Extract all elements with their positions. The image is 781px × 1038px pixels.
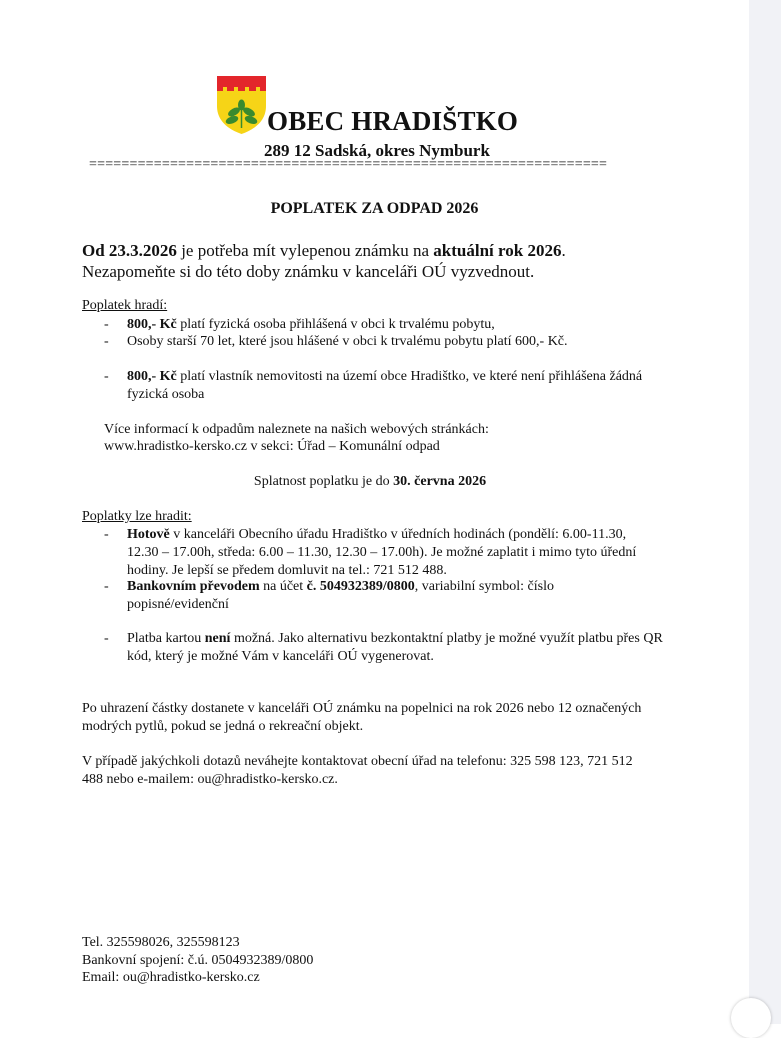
list-bullet: -	[104, 631, 109, 646]
due-date: 30. června 2026	[393, 474, 487, 489]
intro-paragraph	[82, 240, 566, 282]
method-item-bank-transfer: Bankovním převodem na účet č. 504932389/0800, variabilní symbol: číslo popisné/evidenční	[127, 579, 554, 612]
method-item-cash: Hotově v kanceláři Obecního úřadu Hradištko v úředních hodinách (pondělí: 6.00-11.30, 12.30 – 17.00h, středa: 6.00 – 11.30, 12.30 – 17.00h). Je možné zaplatit i mimo tyto úřední hodiny. Je lepší se předem domluvit na tel.: 721 512 488.	[127, 527, 637, 578]
intro-year: aktuální rok 2026	[433, 241, 562, 260]
method-item-card: Platba kartou není možná. Jako alternativu bezkontaktní platby je možné využít platbu přes QR kód, který je možné Vám v kanceláři OÚ vygenerovat.	[127, 631, 663, 664]
list-bullet: -	[104, 527, 109, 542]
list-bullet: -	[104, 317, 109, 332]
separator-line: ================================================================	[89, 158, 608, 172]
payer-item-property-owners: 800,- Kč platí vlastník nemovitosti na území obce Hradištko, ve které není přihlášena žádná fyzická osoba	[127, 369, 643, 402]
contact-note: V případě jakýchkoli dotazů neváhejte kontaktovat obecní úřad na telefonu: 325 598 123, 721 512 488 nebo e-mailem: ou@hradistko-kersko.cz.	[82, 754, 633, 787]
footer-tel: Tel. 325598026, 325598123	[82, 935, 240, 950]
sticker-note: Po uhrazení částky dostanete v kanceláři OÚ známku na popelnici na rok 2026 nebo 12 označených modrých pytlů, pokud se jedná o rekreační objekt.	[82, 701, 642, 734]
list-bullet: -	[104, 579, 109, 594]
viewer-scrollbar[interactable]	[749, 0, 781, 1024]
intro-line-1: Od 23.3.2026 je potřeba mít vylepenou známku na aktuální rok 2026.	[82, 241, 566, 260]
document-heading: POPLATEK ZA ODPAD 2026	[270, 200, 479, 217]
page-title: OBEC HRADIŠTKO	[267, 106, 519, 136]
due-date-line: Splatnost poplatku je do 30. června 2026	[253, 474, 487, 489]
payers-label: Poplatek hradí:	[82, 298, 168, 313]
list-bullet: -	[104, 369, 109, 384]
intro-line-2: Nezapomeňte si do této doby známku v kanceláři OÚ vyzvednout.	[82, 262, 535, 281]
list-bullet: -	[104, 334, 109, 349]
payer-item-seniors: Osoby starší 70 let, které jsou hlášené v obci k trvalému pobytu platí 600,- Kč.	[127, 334, 568, 349]
municipality-address: 289 12 Sadská, okres Nymburk	[264, 141, 490, 160]
intro-date: Od 23.3.2026	[82, 241, 177, 260]
info-line-2: www.hradistko-kersko.cz v sekci: Úřad – Komunální odpad	[104, 439, 440, 454]
municipal-crest-icon	[217, 76, 266, 134]
footer-email: Email: ou@hradistko-kersko.cz	[82, 970, 260, 985]
methods-label: Poplatky lze hradit:	[82, 509, 192, 524]
viewer-corner-button[interactable]	[731, 998, 771, 1038]
payer-item-residents: 800,- Kč platí fyzická osoba přihlášená v obci k trvalému pobytu,	[127, 317, 495, 332]
footer-bank: Bankovní spojení: č.ú. 0504932389/0800	[82, 953, 314, 968]
info-line-1: Více informací k odpadům naleznete na našich webových stránkách:	[104, 422, 489, 437]
